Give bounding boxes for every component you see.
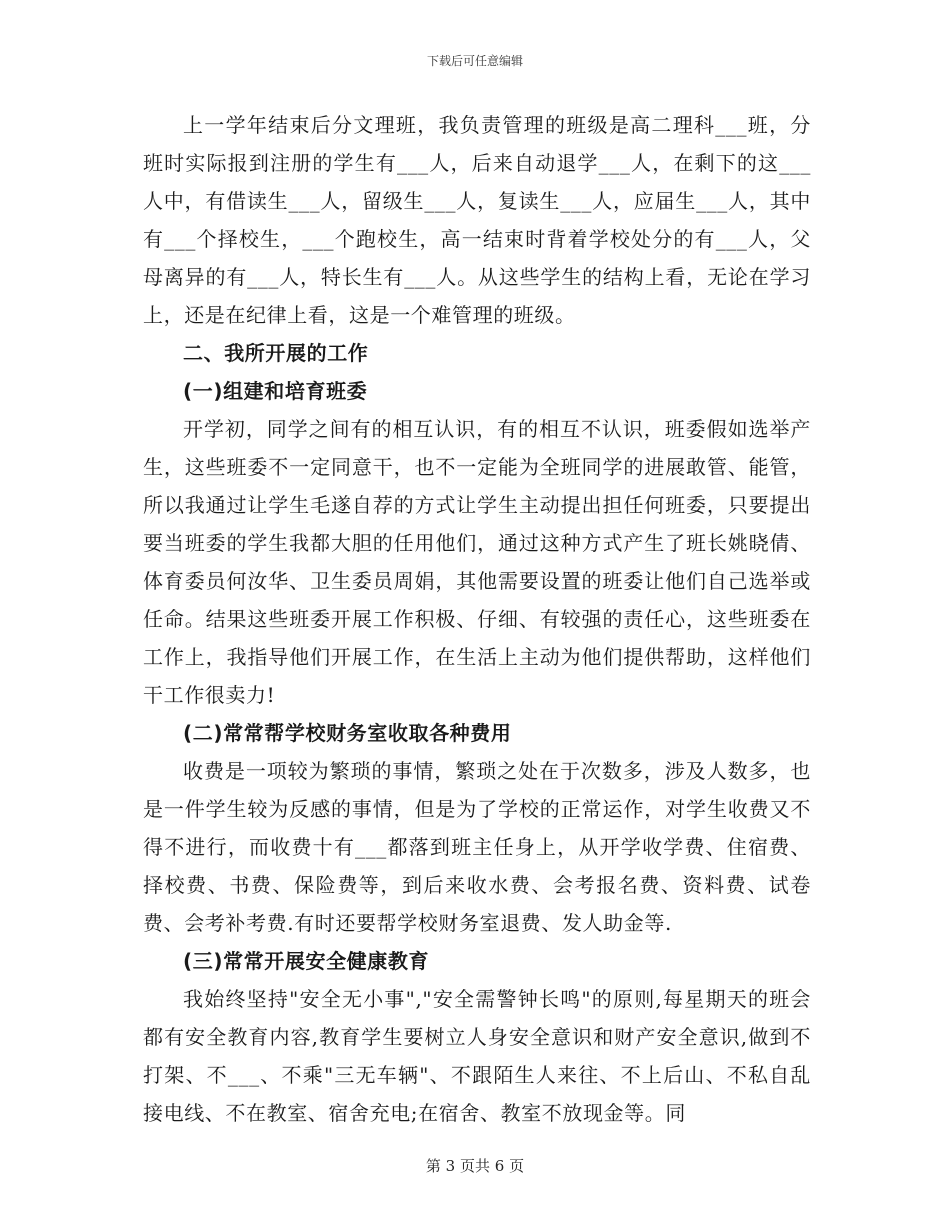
subheading-fee-collection: (二)常常帮学校财务室收取各种费用 (183, 721, 512, 745)
page-header: 下载后可任意编辑 (426, 54, 523, 68)
subheading-safety-education: (三)常常开展安全健康教育 (183, 949, 430, 973)
document-body (143, 106, 811, 1132)
paragraph-safety-education: 我始终坚持"安全无小事","安全需警钟长鸣"的原则,每星期天的班会都有安全教育内容,教育学生要树立人身安全意识和财产安全意识,做到不打架、不___、不乘"三无车辆"、不跟陌生人来往、不上后山、不私自乱接电线、不在教室、宿舍充电;在宿舍、教室不放现金等。同 (143, 987, 811, 1125)
paragraph-fee-collection: 收费是一项较为繁琐的事情，繁琐之处在于次数多，涉及人数多，也是一件学生较为反感的事情，但是为了学校的正常运作，对学生收费又不得不进行，而收费十有___都落到班主任身上，从开学收学费、住宿费、择校费、书费、保险费等，到后来收水费、会考报名费、资料费、试卷费、会考补考费.有时还要帮学校财务室退费、发人助金等. (143, 759, 811, 935)
section-heading-work: 二、我所开展的工作 (183, 341, 369, 365)
subheading-class-committee: (一)组建和培育班委 (183, 379, 368, 403)
paragraph-class-structure: 上一学年结束后分文理班，我负责管理的班级是高二理科___班，分班时实际报到注册的学生有___人，后来自动退学___人，在剩下的这___人中，有借读生___人，留级生___人，复读生___人，应届生___人，其中有___个择校生，___个跑校生，高一结束时背着学校处分的有___人，父母离异的有___人，特长生有___人。从这些学生的结构上看，无论在学习上，还是在纪律上看，这是一个难管理的班级。 (143, 113, 811, 327)
page-number-footer: 第 3 页共 6 页 (425, 1157, 525, 1175)
paragraph-class-committee: 开学初，同学之间有的相互认识，有的相互不认识，班委假如选举产生，这些班委不一定同意干，也不一定能为全班同学的进展敢管、能管，所以我通过让学生毛遂自荐的方式让学生主动提出担任何班委，只要提出要当班委的学生我都大胆的任用他们，通过这种方式产生了班长姚晓倩、体育委员何汝华、卫生委员周娟，其他需要设置的班委让他们自己选举或任命。结果这些班委开展工作积极、仔细、有较强的责任心，这些班委在工作上，我指导他们开展工作，在生活上主动为他们提供帮助，这样他们干工作很卖力! (143, 417, 811, 707)
